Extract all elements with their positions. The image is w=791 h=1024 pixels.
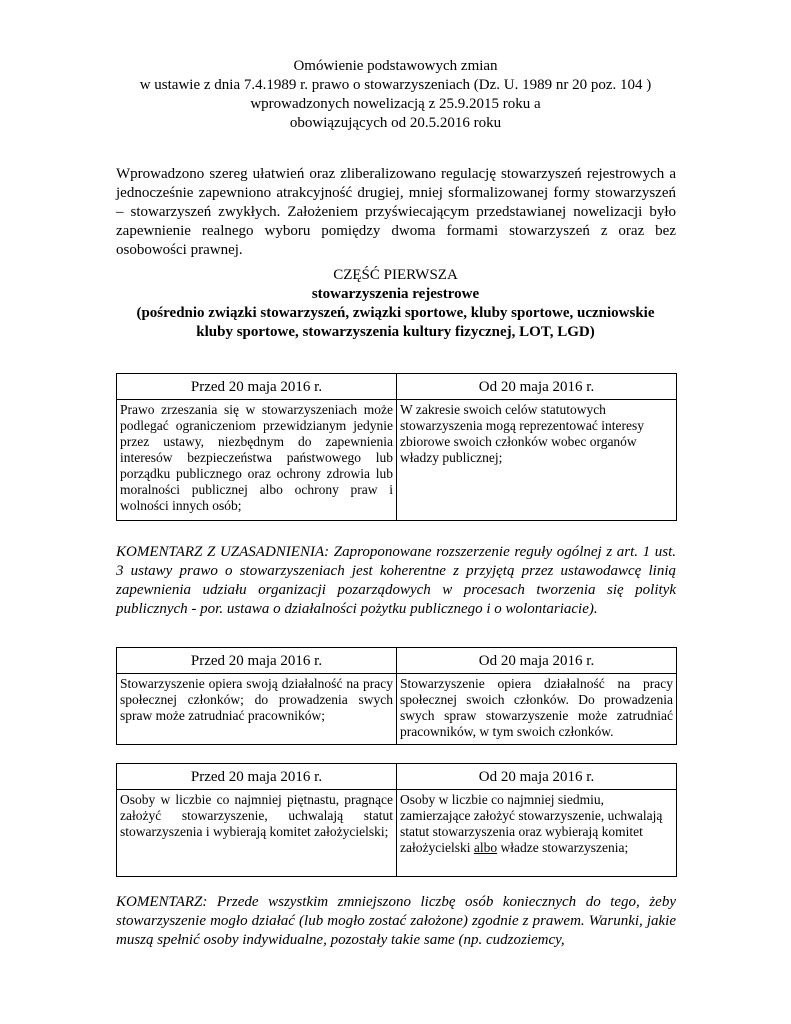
table-row — [117, 790, 677, 877]
column-header-after: Od 20 maja 2016 r. — [397, 764, 677, 790]
comparison-table-2 — [116, 647, 677, 745]
part-heading-block — [100, 266, 691, 342]
part-scope-line-1: (pośrednio związki stowarzyszeń, związki sportowe, kluby sportowe, uczniowskie — [136, 305, 655, 321]
part-subheading: stowarzyszenia rejestrowe — [311, 286, 480, 302]
title-line-4: obowiązujących od 20.5.2016 roku — [289, 115, 502, 131]
comparison-table-1 — [116, 373, 677, 521]
column-header-before: Przed 20 maja 2016 r. — [117, 648, 397, 674]
title-line-1: Omówienie podstawowych zmian — [293, 58, 498, 74]
table-row — [117, 400, 677, 521]
cell-before: Osoby w liczbie co najmniej piętnastu, pragnące założyć stowarzyszenie, uchwalają statut stowarzyszenia i wybierają komitet założycielski; — [117, 790, 397, 877]
cell-after-underlined-word: albo — [473, 840, 498, 855]
cell-after-text-2: władze stowarzyszenia; — [497, 840, 629, 855]
column-header-before: Przed 20 maja 2016 r. — [117, 374, 397, 400]
cell-after: Stowarzyszenie opiera działalność na pracy społecznej swoich członków. Do prowadzenia swych spraw stowarzyszenie może zatrudniać pracowników, w tym swoich członków. — [397, 674, 677, 745]
column-header-after: Od 20 maja 2016 r. — [397, 648, 677, 674]
table-row — [117, 674, 677, 745]
commentary-2: KOMENTARZ: Przede wszystkim zmniejszono liczbę osób koniecznych do tego, żeby stowarzyszenie mogło działać (lub mogło zostać założone) zgodnie z prawem. Warunki, jakie muszą spełnić osoby indywidualne, pozostały takie same (np. cudzoziemcy, — [116, 894, 676, 948]
title-line-2: w ustawie z dnia 7.4.1989 r. prawo o stowarzyszeniach (Dz. U. 1989 nr 20 poz. 104 ) — [139, 77, 652, 93]
cell-before: Stowarzyszenie opiera swoją działalność na pracy społecznej członków; do prowadzenia swych spraw może zatrudniać pracowników; — [117, 674, 397, 745]
cell-after — [397, 790, 677, 877]
intro-paragraph: Wprowadzono szereg ułatwień oraz zliberalizowano regulację stowarzyszeń rejestrowych a jednocześnie zapewniono atrakcyjność drugiej, mniej sformalizowanej formy stowarzyszeń – stowarzyszeń zwykłych. Założeniem przyświecającym przedstawianej nowelizacji było zapewnienie realnego wyboru pomiędzy dwoma formami stowarzyszeń z oraz bez osobowości prawnej. — [116, 166, 676, 258]
part-heading: CZĘŚĆ PIERWSZA — [333, 267, 458, 283]
table-header-row — [117, 764, 677, 790]
comparison-table-3 — [116, 763, 677, 877]
commentary-1: KOMENTARZ Z UZASADNIENIA: Zaproponowane rozszerzenie reguły ogólnej z art. 1 ust. 3 ustawy prawo o stowarzyszeniach jest koherentne z przyjętą przez ustawodawcę linią zapewnienia udziału organizacji pozarządowych w procesach tworzenia się polityk publicznych - por. ustawa o działalności pożytku publicznego i o wolontariacie). — [116, 544, 676, 617]
cell-after: W zakresie swoich celów statutowych stowarzyszenia mogą reprezentować interesy zbiorowe swoich członków wobec organów władzy publicznej; — [397, 400, 677, 521]
column-header-before: Przed 20 maja 2016 r. — [117, 764, 397, 790]
table-header-row — [117, 374, 677, 400]
cell-after-text-1: Osoby w liczbie co najmniej siedmiu, zamierzające założyć stowarzyszenie, uchwalają statut stowarzyszenia oraz wybierają komitet założycielski — [400, 792, 663, 855]
table-header-row — [117, 648, 677, 674]
cell-before: Prawo zrzeszania się w stowarzyszeniach może podlegać ograniczeniom przewidzianym jedynie przez ustawy, niezbędnym do zapewnienia interesów bezpieczeństwa państwowego lub porządku publicznego oraz ochrony zdrowia lub moralności publicznej albo ochrony praw i wolności innych osób; — [117, 400, 397, 521]
document-title — [100, 57, 691, 133]
part-scope-line-2: kluby sportowe, stowarzyszenia kultury fizycznej, LOT, LGD) — [196, 324, 595, 340]
column-header-after: Od 20 maja 2016 r. — [397, 374, 677, 400]
title-line-3: wprowadzonych nowelizacją z 25.9.2015 roku a — [250, 96, 541, 112]
